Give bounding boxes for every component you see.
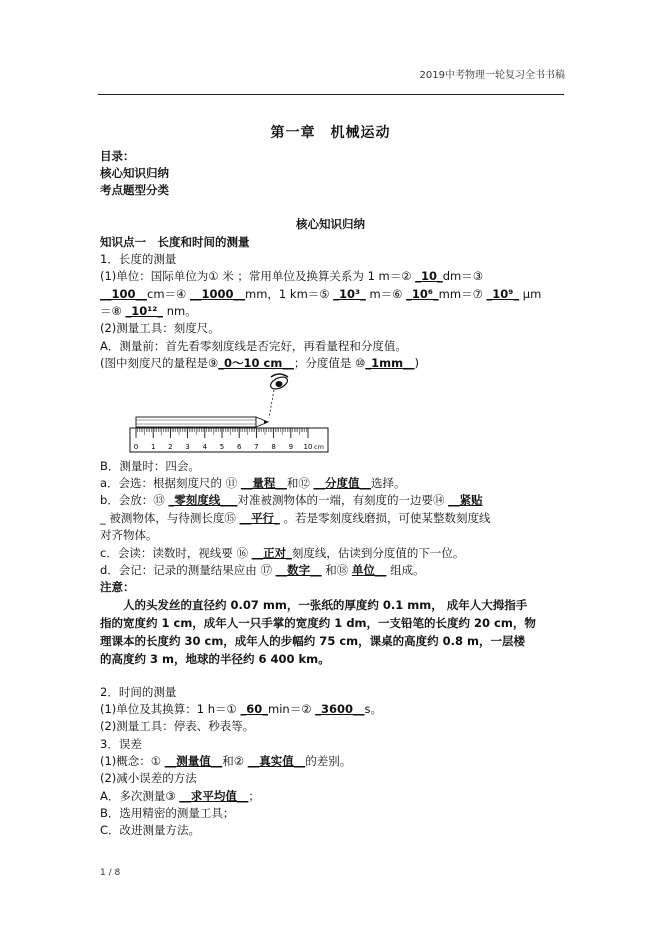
note-label: 注意： (100, 580, 135, 594)
knowledge-point-heading: 知识点一 长度和时间的测量 (100, 235, 250, 249)
answer: _1mm__ (365, 356, 415, 370)
ruler-tick-label: 7 (254, 443, 259, 451)
ruler-tick-label: 9 (288, 443, 294, 451)
answer: _10_ (415, 269, 443, 283)
answer: __紧贴 (448, 493, 483, 507)
answer: __量程__ (240, 476, 287, 490)
note-line: 人的头发丝的直径约 0.07 mm，一张纸的厚度约 0.1 mm， 成年人大拇指手 (100, 598, 528, 612)
ruler-tick-label: 8 (271, 443, 276, 451)
ruler-unit: cm (314, 443, 324, 451)
text: b．会放：⑬ (100, 493, 169, 507)
answer: _10¹²_ (125, 304, 164, 318)
text: (1)单位及其换算：1 h＝① (100, 702, 241, 716)
text: s。 (364, 702, 382, 716)
text-line (100, 753, 351, 769)
answer: _10⁹_ (486, 287, 520, 301)
answer: __正对_ (251, 546, 292, 560)
text-line (100, 286, 541, 302)
text-line: 1．长度的测量 (100, 252, 177, 266)
text: ；分度值是 ⑩ (293, 356, 366, 370)
text-line (100, 788, 260, 804)
text-line: 3．误差 (100, 737, 142, 751)
text: a．会选：根据刻度尺的 ⑪ (100, 476, 241, 490)
answer: _60_ (240, 702, 269, 716)
text-line (100, 545, 464, 561)
eye-icon (269, 374, 290, 391)
text: c．会读：读数时，视线要 ⑯ (100, 546, 252, 560)
text: nm。 (163, 304, 197, 318)
answer: __求平均值__ (179, 789, 249, 803)
ruler-tick-label: 1 (150, 443, 156, 451)
answer: _0～10 cm__ (218, 356, 294, 370)
text-line (100, 303, 197, 319)
answer: __测量值__ (164, 754, 223, 768)
text-line: 对齐物体。 (100, 528, 158, 542)
text-line (100, 475, 406, 491)
answer: _10⁶_ (406, 287, 439, 301)
text: cm＝④ (147, 287, 191, 301)
text: d．会记：记录的测量结果应由 ⑰ (100, 563, 276, 577)
note-line: 的高度约 3 m，地球的半径约 6 400 km。 (100, 652, 330, 666)
ruler-tick-label: 6 (236, 443, 242, 451)
text-line (100, 268, 483, 284)
section-heading: 核心知识归纳 (296, 217, 365, 231)
answer: __真实值__ (247, 754, 306, 768)
ruler-tick-label: 0 (133, 443, 139, 451)
page-number: 1 / 8 (100, 868, 121, 878)
text: m＝⑥ (365, 287, 407, 301)
ruler-figure (128, 373, 332, 457)
text-line: (2)减小误差的方法 (100, 771, 197, 785)
text-line: (2)测量工具：停表、秒表等。 (100, 719, 255, 733)
pencil (136, 417, 268, 427)
page-header: 2019中考物理一轮复习全书书稿 (419, 70, 565, 81)
text: 和② (222, 754, 248, 768)
text: 的差别。 (305, 754, 352, 768)
answer: __平行_ (239, 511, 280, 525)
answer: _零刻度线___ (168, 493, 238, 507)
text-line: B．选用精密的测量工具； (100, 806, 235, 820)
answer: _ 被测物体，与待测长度⑮ (100, 511, 240, 525)
text: 和⑱ (321, 563, 352, 577)
text-line (100, 510, 490, 526)
toc-item: 考点题型分类 (100, 183, 169, 197)
ruler-tick-label: 3 (185, 443, 190, 451)
sight-line (269, 390, 274, 418)
ruler-tick-label: 5 (219, 443, 225, 451)
ruler-illustration (128, 373, 332, 457)
answer: __分度值__ (313, 476, 372, 490)
answer: __100__ (100, 287, 148, 301)
text: 选择。 (371, 476, 406, 490)
text: (1)概念：① (100, 754, 165, 768)
text: A．多次测量③ (100, 789, 180, 803)
text: 对准被测物体的一端，有刻度的一边要⑭ (237, 493, 449, 507)
text: mm，1 km＝⑤ (245, 287, 334, 301)
text: min＝② (268, 702, 316, 716)
text-line: 2．时间的测量 (100, 685, 177, 699)
answer: __1000__ (190, 287, 246, 301)
text: ＝⑧ (100, 304, 126, 318)
ruler-tick-label: 10 (303, 443, 313, 451)
text-line (100, 492, 483, 508)
answer: _10³_ (333, 287, 366, 301)
text-line (100, 701, 382, 717)
text: 和⑫ (286, 476, 314, 490)
note-line: 理课本的长度约 30 cm，成年人的步幅约 75 cm，课桌的高度约 0.8 m，一层楼 (100, 634, 525, 648)
answer: 单位__ (351, 563, 387, 577)
text: ； (248, 789, 260, 803)
toc-label: 目录： (100, 149, 135, 163)
text: dm＝③ (442, 269, 484, 283)
text-line: A．测量前：首先看零刻度线是否完好，再看量程和分度值。 (100, 339, 407, 353)
text: ) (414, 356, 420, 370)
note-line: 指的宽度约 1 cm，成年人一只手掌的宽度约 1 dm，一支铅笔的长度约 20 cm，物 (100, 616, 536, 630)
text: mm＝⑦ (438, 287, 487, 301)
text-line (100, 562, 425, 578)
text: μm (519, 287, 542, 301)
text: 刻度线，估读到分度值的下一位。 (291, 546, 465, 560)
text-line: (2)测量工具：刻度尺。 (100, 321, 220, 335)
chapter-title: 第一章 机械运动 (270, 125, 391, 141)
text: 组成。 (386, 563, 425, 577)
answer: __数字__ (275, 563, 322, 577)
text: 。若是零刻度线磨损，可使某整数刻度线 (279, 511, 491, 525)
text-line: B．测量时：四会。 (100, 459, 200, 473)
answer: _3600__ (315, 702, 365, 716)
text: (1)单位：国际单位为① 米 ；常用单位及换算关系为 1 m＝② (100, 269, 416, 283)
text-line (100, 355, 419, 371)
text: (图中刻度尺的量程是⑨ (100, 356, 219, 370)
ruler-tick-label: 2 (168, 443, 173, 451)
ruler (130, 428, 328, 452)
ruler-tick-label: 4 (202, 443, 208, 451)
toc-item: 核心知识归纳 (100, 166, 169, 180)
text-line: C．改进测量方法。 (100, 823, 201, 837)
header-rule (98, 94, 564, 95)
